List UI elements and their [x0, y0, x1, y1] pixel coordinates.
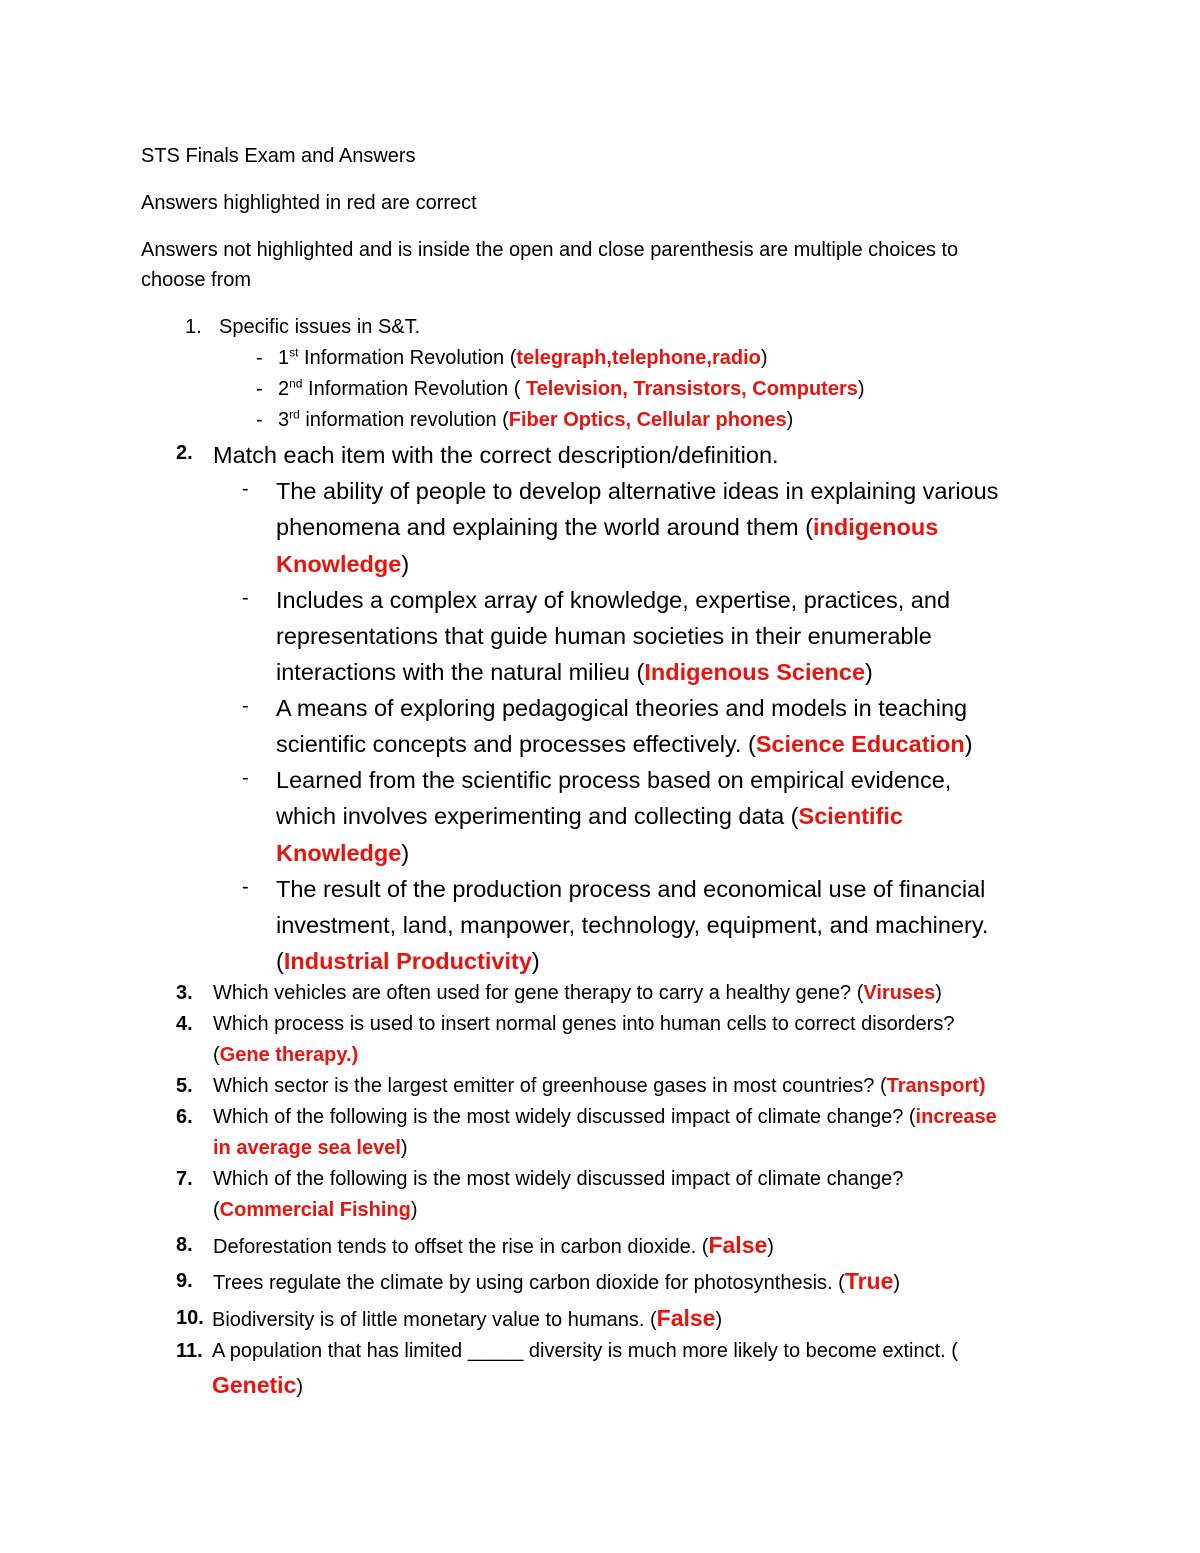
bullet-dash: - [256, 409, 263, 431]
note-red-correct: Answers highlighted in red are correct [141, 192, 477, 214]
match-item-line: (Industrial Productivity) [276, 948, 540, 974]
question-text: A population that has limited _____ diversity is much more likely to become extinct. ( [212, 1340, 958, 1362]
bullet-dash: - [242, 478, 249, 500]
answer-text: indigenous [812, 514, 939, 540]
question-text: Biodiversity is of little monetary value to humans. (False) [212, 1305, 723, 1331]
answer-text: True [844, 1268, 894, 1294]
match-item-line: investment, land, manpower, technology, equipment, and machinery. [276, 912, 989, 938]
match-item-line: Knowledge) [276, 840, 410, 866]
answer-text: Knowledge [276, 551, 402, 577]
bullet-dash: - [256, 347, 263, 369]
question-number: 1. [185, 316, 202, 338]
question-2-text: Match each item with the correct description/definition. [213, 442, 779, 468]
answer-text: Gene therapy.) [219, 1044, 359, 1066]
answer-text: in average sea level [213, 1137, 401, 1159]
note-multiple-choice-line1: Answers not highlighted and is inside the open and close parenthesis are multiple choices to [141, 239, 959, 261]
answer-text: Knowledge [276, 840, 402, 866]
question-number: 4. [176, 1013, 193, 1035]
bullet-dash: - [242, 876, 249, 898]
answer-text: telegraph,telephone,radio [516, 347, 761, 369]
match-item-line: The ability of people to develop alternative ideas in explaining various [276, 478, 999, 504]
answer-text: False [708, 1232, 768, 1258]
question-number: 7. [176, 1168, 193, 1190]
question-text: Which process is used to insert normal genes into human cells to correct disorders? [213, 1013, 955, 1035]
question-text: (Gene therapy.) [213, 1044, 359, 1066]
answer-text: Commercial Fishing [219, 1199, 411, 1221]
answer-text: Science Education [755, 731, 965, 757]
question-text: Deforestation tends to offset the rise in carbon dioxide. (False) [213, 1232, 774, 1258]
match-item-line: Includes a complex array of knowledge, expertise, practices, and [276, 587, 951, 613]
question-1-text: Specific issues in S&T. [219, 316, 421, 338]
answer-text: Scientific [798, 803, 903, 829]
match-item-line: Learned from the scientific process based on empirical evidence, [276, 767, 952, 793]
question-number: 5. [176, 1075, 193, 1097]
bullet-dash: - [256, 378, 263, 400]
answer-text: Industrial Productivity [283, 948, 532, 974]
question-text: Which of the following is the most widely discussed impact of climate change? [213, 1168, 904, 1190]
sub-item: 1st Information Revolution (telegraph,telephone,radio) [278, 345, 768, 369]
question-number: 9. [176, 1270, 193, 1292]
question-number: 10. [176, 1307, 204, 1329]
match-item-line: interactions with the natural milieu (Indigenous Science) [276, 659, 873, 685]
question-text: Which sector is the largest emitter of greenhouse gases in most countries? (Transport) [213, 1075, 986, 1097]
answer-text: Indigenous Science [644, 659, 866, 685]
question-number: 2. [176, 442, 193, 464]
question-number: 11. [176, 1340, 203, 1362]
question-text: (Commercial Fishing) [213, 1199, 418, 1221]
match-item-line: Knowledge) [276, 551, 410, 577]
bullet-dash: - [242, 695, 249, 717]
document-title: STS Finals Exam and Answers [141, 145, 416, 167]
question-number: 3. [176, 982, 193, 1004]
match-item-line: which involves experimenting and collecting data (Scientific [276, 803, 903, 829]
question-text: Trees regulate the climate by using carbon dioxide for photosynthesis. (True) [213, 1268, 901, 1294]
sub-item: 3rd information revolution (Fiber Optics, Cellular phones) [278, 407, 794, 431]
answer-text: increase [915, 1106, 997, 1128]
answer-text: Television, Transistors, Computers [525, 378, 858, 400]
answer-text: Fiber Optics, Cellular phones [508, 409, 787, 431]
question-text: in average sea level) [213, 1137, 408, 1159]
question-text: Which vehicles are often used for gene therapy to carry a healthy gene? (Viruses) [213, 982, 942, 1004]
match-item-line: phenomena and explaining the world around them (indigenous [276, 514, 939, 540]
match-item-line: The result of the production process and economical use of financial [276, 876, 986, 902]
question-number: 6. [176, 1106, 193, 1128]
answer-text: Transport) [886, 1075, 986, 1097]
match-item-line: representations that guide human societies in their enumerable [276, 623, 932, 649]
sub-item: 2nd Information Revolution ( Television, Transistors, Computers) [278, 376, 865, 400]
question-text: Genetic) [212, 1372, 304, 1398]
note-multiple-choice-line2: choose from [141, 269, 252, 291]
bullet-dash: - [242, 767, 249, 789]
match-item-line: scientific concepts and processes effectively. (Science Education) [276, 731, 973, 757]
answer-text: False [656, 1305, 716, 1331]
question-number: 8. [176, 1234, 193, 1256]
bullet-dash: - [242, 587, 249, 609]
answer-text: Genetic [212, 1372, 297, 1398]
question-text: Which of the following is the most widely discussed impact of climate change? (increase [213, 1106, 997, 1128]
match-item-line: A means of exploring pedagogical theories and models in teaching [276, 695, 968, 721]
answer-text: Viruses [863, 982, 936, 1004]
